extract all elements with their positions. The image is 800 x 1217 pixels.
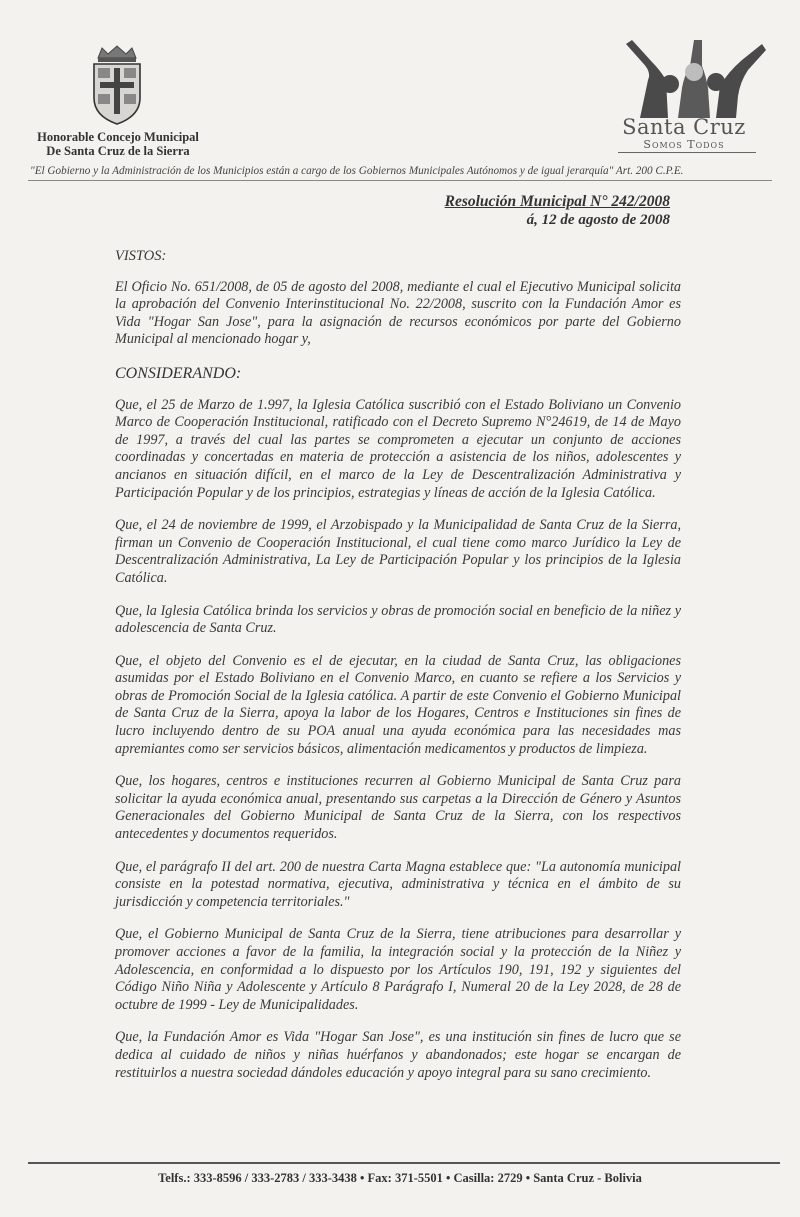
considerando-paragraph: Que, el 24 de noviembre de 1999, el Arzobispado y la Municipalidad de Santa Cruz de la Sierra, firman un Convenio de Cooperación Institucional, el cual tiene como marco Jurídico la Ley de Descentralización Administrativa, La Ley de Participación Popular y los principios de la Iglesia Católica. [115, 517, 681, 586]
vistos-paragraph: El Oficio No. 651/2008, de 05 de agosto del 2008, mediante el cual el Ejecutivo Municipal solicita la aprobación del Convenio Interinstitucional No. 22/2008, suscrito con la Fundación Amor es Vida "Hogar San Jose", para la asignación de recursos económicos por parte del Gobierno Municipal al mencionado hogar y, [115, 278, 681, 348]
logo-divider [618, 152, 756, 153]
considerando-heading: CONSIDERANDO: [115, 364, 242, 382]
considerando-paragraph: Que, el Gobierno Municipal de Santa Cruz de la Sierra, tiene atribuciones para desarrollar y promover acciones a favor de la familia, la integración social y la protección de la Niñez y Adolescencia, en conformidad a lo dispuesto por los Artículos 190, 191, 192 y siguientes del Código Niño Niña y Adolescente y Artículo 8 Parágrafo I, Numeral 20 de la Ley 2028, de 28 de octubre de 1999 - Ley de Municipalidades. [115, 926, 681, 1013]
council-name [14, 130, 222, 158]
considerando-paragraph: Que, el 25 de Marzo de 1.997, la Iglesia Católica suscribió con el Estado Boliviano un Convenio Marco de Cooperación Institucional, ratificado con el Decreto Supremo N°24619, de 14 de Mayo de 1997, a través del cual las partes se comprometen a ejecutar un conjunto de acciones coordinadas y concertadas en materia de protección a asistencia de los niños, adolescentes y ancianos en situación difícil, en el marco de la Ley de Descentralización Administrativa y Participación Popular y de los principios, estrategias y líneas de acción de la Iglesia Católica. [115, 396, 681, 501]
constitution-motto: "El Gobierno y la Administración de los Municipios están a cargo de los Gobiernos Municipales Autónomos y de igual jerarquía" Art. 200 C.P.E. [30, 165, 684, 177]
council-line-1: Honorable Concejo Municipal [37, 130, 199, 144]
logo-title: Santa Cruz [622, 115, 746, 139]
vistos-heading: VISTOS: [115, 248, 167, 264]
considerando-paragraph: Que, los hogares, centros e instituciones recurren al Gobierno Municipal de Santa Cruz para solicitar la ayuda económica anual, presentando sus carpetas a la Dirección de Género y Asuntos Generacionales del Gobierno Municipal de Santa Cruz de la Sierra, con los respectivos antecedentes y documentos requeridos. [115, 773, 681, 843]
logo-subtitle: Somos Todos [643, 138, 725, 151]
considerando-paragraph: Que, la Iglesia Católica brinda los servicios y obras de promoción social en beneficio de la niñez y adolescencia de Santa Cruz. [115, 602, 681, 637]
council-line-2: De Santa Cruz de la Sierra [46, 144, 190, 158]
footer-contact: Telfs.: 333-8596 / 333-2783 / 333-3438 • Fax: 371-5501 • Casilla: 2729 • Santa Cruz - Bolivia [158, 1171, 642, 1185]
resolution-date: á, 12 de agosto de 2008 [526, 212, 670, 228]
considerando-paragraph: Que, el parágrafo II del art. 200 de nuestra Carta Magna establece que: "La autonomía municipal consiste en la potestad normativa, ejecutiva, administrativa y técnica en el ámbito de su jurisdicción y competencia territoriales." [115, 858, 681, 910]
santa-cruz-people-logo-icon [612, 36, 772, 126]
considerando-paragraph: Que, el objeto del Convenio es el de ejecutar, en la ciudad de Santa Cruz, las obligaciones asumidas por el Estado Boliviano en el Convenio Marco, en cuanto se refiere a los Servicios y obras de Promoción Social de la Iglesia católica. A partir de este Convenio el Gobierno Municipal de Santa Cruz de la Sierra, apoya la labor de los Hogares, Centros e Instituciones sin fines de lucro incluyendo dentro de su POA anual una ayuda económica para las necesidades mas apremiantes como ser servicios básicos, alimentación medicamentos y productos de limpieza. [115, 652, 681, 757]
considerando-paragraph: Que, la Fundación Amor es Vida "Hogar San Jose", es una institución sin fines de lucro que se dedica al cuidado de niños y niñas huérfanos y abandonados; este hogar se encargan de restituirlos a nuestra sociedad dándoles educación y apoyo integral para su sano crecimiento. [115, 1029, 681, 1081]
header-divider [28, 180, 772, 181]
footer-divider [28, 1162, 780, 1164]
resolution-title: Resolución Municipal N° 242/2008 [444, 193, 670, 210]
coat-of-arms-icon [88, 44, 146, 126]
document-body [115, 240, 681, 1097]
